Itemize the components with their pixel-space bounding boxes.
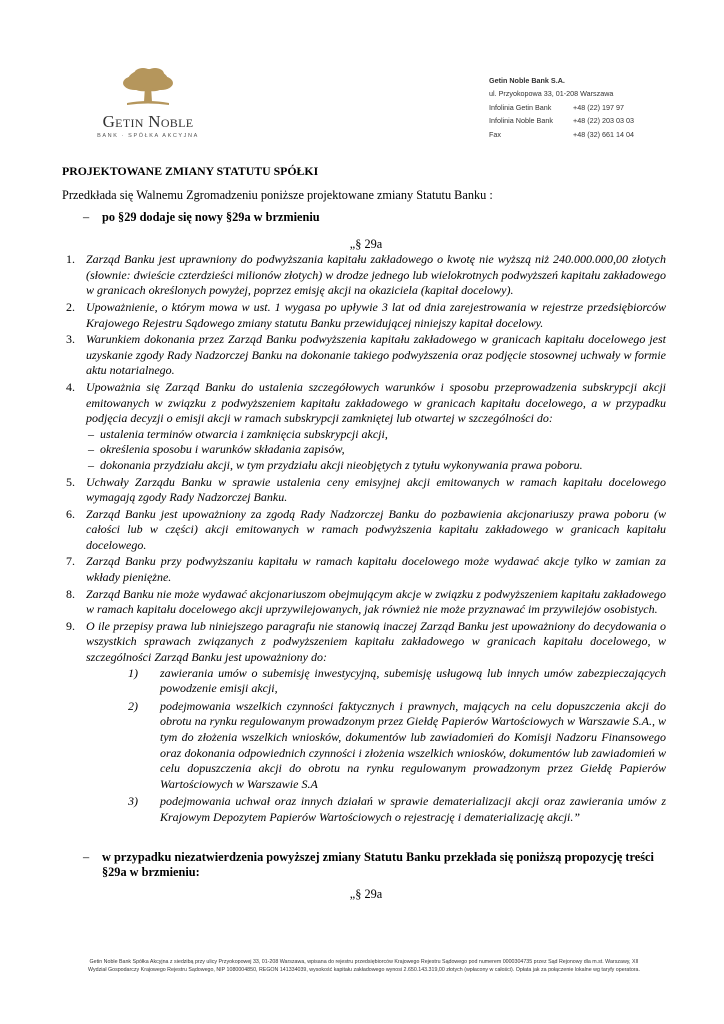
logo-subtitle: BANK · SPÓŁKA AKCYJNA bbox=[97, 133, 199, 139]
subitem-number: 3) bbox=[128, 794, 138, 809]
footer-line: Wydział Gospodarczy Krajowego Rejestru Sądowego, NIP 1080004850, REGON 141334039, wysokość kapitału zakładowego wynosi 2.650.143.319,00 złotych (wpłacony w całości). Opłata jak za połączenie lokalne wg taryfy operatora. bbox=[88, 967, 640, 973]
item-text: O ile przepisy prawa lub niniejszego paragrafu nie stanowią inaczej Zarząd Banku jest upoważniony do decydowania o wszystkich sprawach związanych z podwyższeniem kapitału zakładowego w granicach kapitału docelowego, w szczególności Zarząd Banku jest upoważniony do: bbox=[86, 618, 666, 665]
list-item bbox=[62, 507, 666, 554]
document-title: PROJEKTOWANE ZMIANY STATUTU SPÓŁKI bbox=[62, 164, 319, 178]
contact-row bbox=[489, 128, 634, 141]
list-item bbox=[62, 380, 666, 474]
paragraph-sign-2 bbox=[62, 887, 666, 903]
item-text: Uchwały Zarządu Banku w sprawie ustalenia ceny emisyjnej akcji emitowanych w ramach kapitału docelowego wymagają zgody Rady Nadzorczej Banku. bbox=[86, 474, 666, 505]
item-subitems bbox=[86, 666, 666, 826]
item-number: 9. bbox=[66, 618, 75, 633]
oak-tree-icon bbox=[113, 66, 183, 110]
page-footer bbox=[60, 958, 668, 974]
section-heading-text: po §29 dodaje się nowy §29a w brzmieniu bbox=[102, 210, 320, 225]
intro-paragraph: Przedkłada się Walnemu Zgromadzeniu poniższe projektowane zmiany Statutu Banku : bbox=[62, 187, 493, 202]
footer-line: Getin Noble Bank Spółka Akcyjna z siedzibą przy ulicy Przyokopowej 33, 01-208 Warszawa, wpisana do rejestru przedsiębiorców Krajowego Rejestru Sądowego pod numerem 0000304735 przez Sąd Rejonowy dla m.st. Warszawy, XII bbox=[89, 959, 639, 965]
section-heading-2 bbox=[62, 850, 666, 881]
item-number: 3. bbox=[66, 332, 75, 347]
item-number: 5. bbox=[66, 474, 75, 489]
item-text: Zarząd Banku nie może wydawać akcjonariuszom obejmującym akcje w związku z podwyższeniem kapitału zakładowego w ramach kapitału docelowego akcji uprzywilejowanych, jak również nie może przyznawać im przywilejów osobistych. bbox=[86, 586, 666, 617]
item-number: 8. bbox=[66, 586, 75, 601]
logo-wordmark: Getin Noble bbox=[102, 112, 194, 131]
section-heading bbox=[62, 210, 666, 225]
subitem-text: podejmowania uchwał oraz innych działań w sprawie dematerializacji akcji oraz zawierania umów z Krajowym Depozytem Papierów Wartościowych o rejestrację i dematerializację akcji.” bbox=[160, 794, 666, 824]
item-text: Zarząd Banku jest upoważniony za zgodą Rady Nadzorczej Banku do pozbawienia akcjonariuszy prawa poboru (w całości lub w części) akcji emitowanych w ramach podwyższenia kapitału zakładowego w granicach kapitału docelowego. bbox=[86, 506, 666, 552]
list-item bbox=[62, 554, 666, 585]
subitem bbox=[86, 666, 666, 697]
item-number: 4. bbox=[66, 379, 75, 394]
dash-marker: – bbox=[88, 457, 94, 472]
subitem-text: zawierania umów o subemisję inwestycyjną, subemisję usługową lub innych umów zabezpieczających powodzenie emisji akcji, bbox=[160, 665, 666, 696]
dash-marker: – bbox=[83, 849, 90, 864]
contact-label: Fax bbox=[489, 129, 501, 139]
list-item bbox=[62, 252, 666, 299]
list-item bbox=[62, 300, 666, 331]
dash-marker: – bbox=[83, 210, 90, 225]
contact-label: Infolinia Noble Bank bbox=[489, 116, 553, 126]
contact-value: +48 (32) 661 14 04 bbox=[573, 129, 634, 139]
subitem bbox=[86, 794, 666, 825]
contact-bank-name: Getin Noble Bank S.A. bbox=[489, 76, 565, 85]
paragraph-sign-text: „§ 29a bbox=[349, 236, 383, 251]
bullet-text: ustalenia terminów otwarcia i zamknięcia subskrypcji akcji, bbox=[100, 426, 388, 441]
bank-logo bbox=[86, 66, 210, 139]
contact-value: +48 (22) 197 97 bbox=[573, 102, 624, 112]
item-number: 6. bbox=[66, 506, 75, 521]
bullet-text: dokonania przydziału akcji, w tym przydziału akcji nieobjętych z tytułu wykonywania prawa poboru. bbox=[100, 457, 583, 472]
paragraph-sign-text: „§ 29a bbox=[349, 887, 383, 902]
dash-marker: – bbox=[88, 426, 94, 441]
item-text: Upoważnienie, o którym mowa w ust. 1 wygasa po upływie 3 lat od dnia zarejestrowania w rejestrze przedsiębiorców Krajowego Rejestru Sądowego zmiany statutu Banku przewidującej niniejszy kapitał docelowy. bbox=[86, 299, 666, 330]
bullet-item bbox=[86, 427, 666, 443]
bullet-item bbox=[86, 442, 666, 458]
section-heading-text: w przypadku niezatwierdzenia powyższej zmiany Statutu Banku przekłada się poniższą propozycję treści §29a w brzmieniu: bbox=[102, 849, 654, 879]
list-item bbox=[62, 332, 666, 379]
document-body bbox=[62, 160, 666, 903]
subitem bbox=[86, 699, 666, 793]
contact-block bbox=[489, 74, 634, 141]
item-text: Zarząd Banku przy podwyższaniu kapitału w ramach kapitału docelowego może wydawać akcje tylko w zamian za wkłady pieniężne. bbox=[86, 554, 666, 585]
item-text: Warunkiem dokonania przez Zarząd Banku podwyższenia kapitału zakładowego w granicach kapitału docelowego jest uzyskanie zgody Rady Nadzorczej Banku na dokonanie takiego podwyższenia oraz podjęcie stosownej uchwały w formie aktu notarialnego. bbox=[86, 332, 666, 378]
item-text: Zarząd Banku jest uprawniony do podwyższania kapitału zakładowego o kwotę nie wyższą niż 240.000.000,00 złotych (słownie: dwieście czterdzieści milionów złotych) w drodze jednego lub wielokrotnych podwyższeń kapitału zakładowego w granicach określonych powyżej, poprzez emisję akcji na okaziciela (kapitał docelowy). bbox=[86, 252, 666, 298]
list-item bbox=[62, 619, 666, 826]
contact-address: ul. Przyokopowa 33, 01-208 Warszawa bbox=[489, 89, 614, 99]
contact-row bbox=[489, 101, 634, 114]
item-number: 2. bbox=[66, 299, 75, 314]
bullet-item bbox=[86, 458, 666, 474]
item-number: 7. bbox=[66, 554, 75, 569]
list-item bbox=[62, 587, 666, 618]
subitem-text: podejmowania wszelkich czynności faktycznych i prawnych, mających na celu dopuszczenia akcji do obrotu na rynku regulowanym prowadzonym przez Giełdę Papierów Wartościowych w Warszawie S.A., w tym do złożenia wszelkich wniosków, dokumentów lub zawiadomień do Komisji Nadzoru Finansowego oraz dokonania odpowiednich czynności i złożenia wszelkich wniosków, dokumentów lub zawiadomień w celu dopuszczenia akcji do obrotu na rynku regulowanym prowadzonym przez Giełdę Papierów Wartościowych w Warszawie S.A bbox=[160, 698, 666, 791]
item-text: Upoważnia się Zarząd Banku do ustalenia szczegółowych warunków i sposobu przeprowadzenia subskrypcji akcji emitowanych w związku z podwyższeniem kapitału zakładowego w granicach kapitału docelowego, a w przypadku podjęcia decyzji o emisji akcji w ramach subskrypcji zamkniętej lub otwartej w szczególności do: bbox=[86, 379, 666, 426]
statute-items bbox=[62, 252, 666, 825]
subitem-number: 1) bbox=[128, 665, 138, 680]
contact-value: +48 (22) 203 03 03 bbox=[573, 116, 634, 126]
list-item bbox=[62, 475, 666, 506]
item-number: 1. bbox=[66, 252, 75, 267]
contact-row bbox=[489, 114, 634, 127]
item-bullets bbox=[86, 427, 666, 474]
paragraph-sign bbox=[62, 237, 666, 253]
subitem-number: 2) bbox=[128, 698, 138, 713]
contact-label: Infolinia Getin Bank bbox=[489, 102, 552, 112]
dash-marker: – bbox=[88, 442, 94, 457]
bullet-text: określenia sposobu i warunków składania zapisów, bbox=[100, 442, 345, 457]
